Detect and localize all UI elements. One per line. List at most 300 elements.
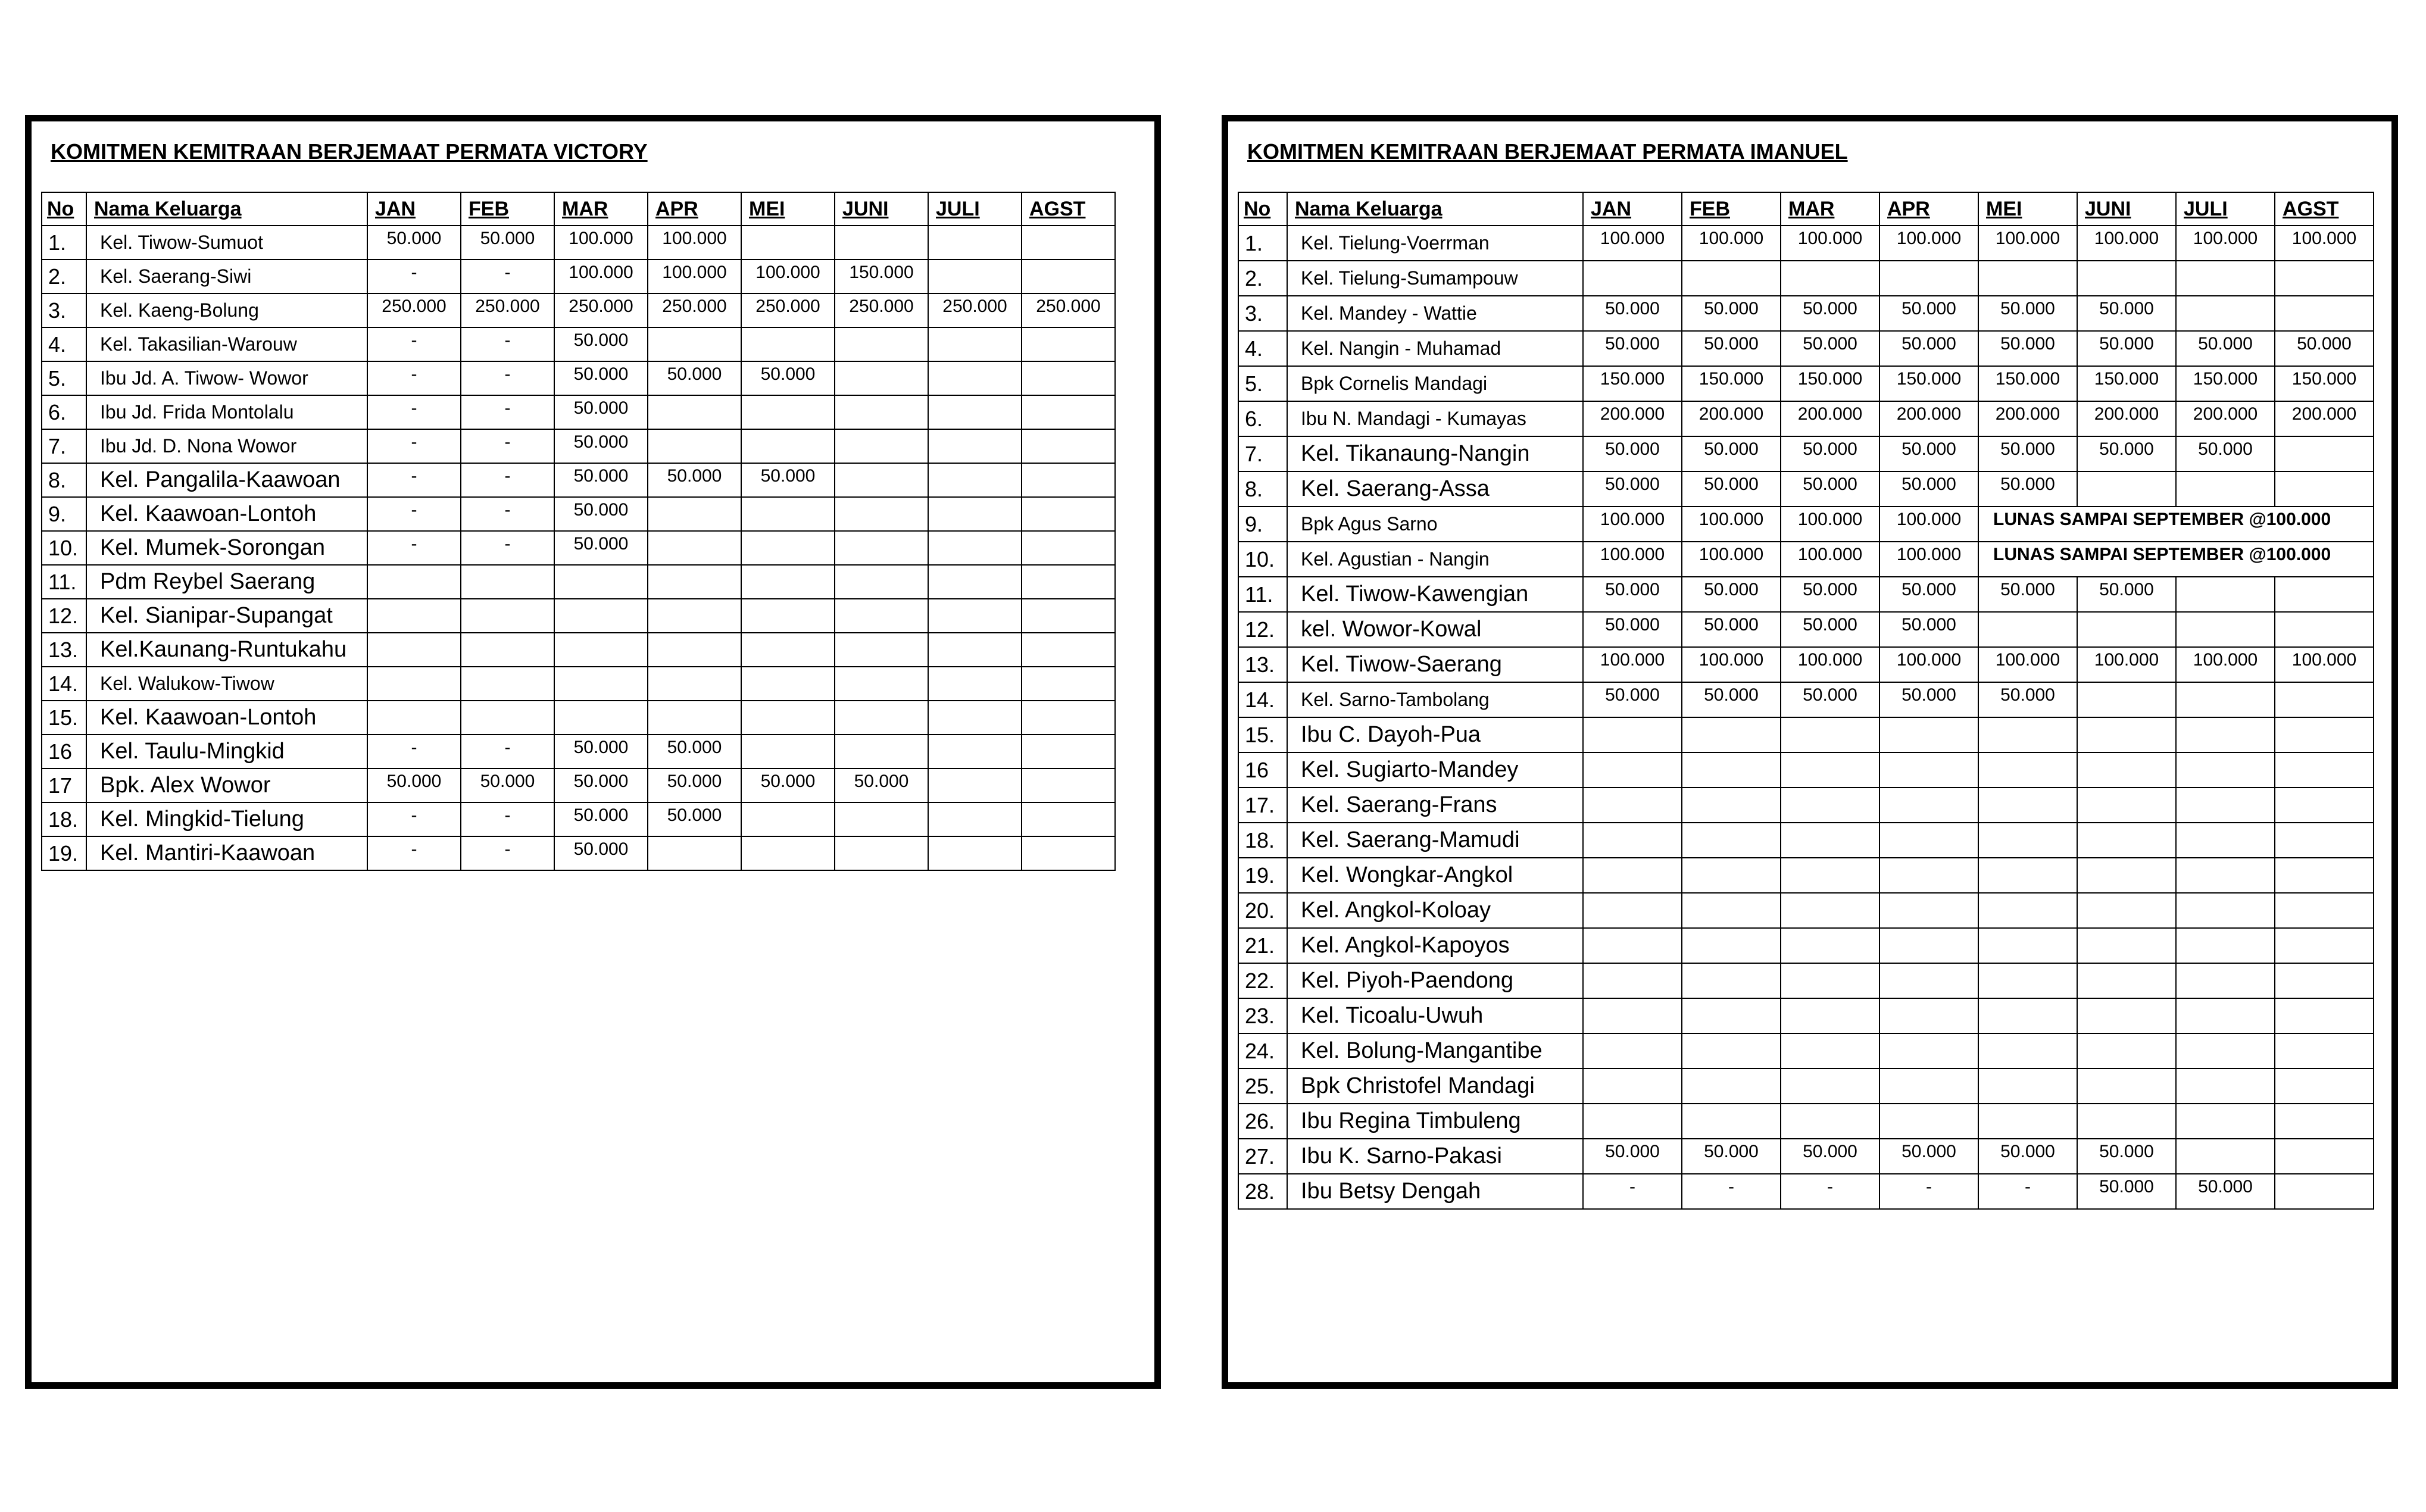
amount-cell-mar: 50.000	[1781, 296, 1879, 331]
row-number: 8.	[1238, 471, 1287, 507]
col-header-juni: JUNI	[835, 192, 928, 226]
amount-cell-agst: 100.000	[2275, 647, 2374, 682]
table-row	[42, 327, 1115, 361]
amount-cell-mar	[554, 701, 648, 735]
amount-cell-juni	[835, 361, 928, 395]
table-row	[42, 531, 1115, 565]
amount-cell-mar: 50.000	[554, 735, 648, 769]
row-number: 19.	[42, 836, 86, 870]
amount-cell-feb: -	[461, 361, 554, 395]
row-number: 28.	[1238, 1174, 1287, 1209]
amount-cell-apr: 150.000	[1879, 366, 1978, 401]
table-row	[1238, 682, 2374, 717]
family-name: Pdm Reybel Saerang	[86, 565, 367, 599]
amount-cell-apr	[1879, 1069, 1978, 1104]
family-name: Kel. Saerang-Frans	[1287, 788, 1583, 823]
row-number: 2.	[42, 260, 86, 293]
amount-cell-mar	[1781, 788, 1879, 823]
amount-cell-juni	[835, 633, 928, 667]
table-row	[1238, 893, 2374, 928]
amount-cell-agst	[1022, 463, 1115, 497]
amount-cell-mar: 250.000	[554, 293, 648, 327]
amount-cell-apr: 50.000	[648, 769, 741, 802]
amount-cell-apr: 50.000	[1879, 471, 1978, 507]
amount-cell-jan: 50.000	[1583, 436, 1682, 471]
amount-cell-mar: 150.000	[1781, 366, 1879, 401]
amount-cell-mei	[741, 565, 835, 599]
amount-cell-jan	[1583, 1033, 1682, 1069]
family-name: Bpk Cornelis Mandagi	[1287, 366, 1583, 401]
table-row	[42, 497, 1115, 531]
amount-cell-feb	[1682, 752, 1781, 788]
amount-cell-jan	[367, 565, 461, 599]
amount-cell-juni	[2077, 858, 2176, 893]
table-row	[42, 599, 1115, 633]
row-number: 14.	[42, 667, 86, 701]
amount-cell-mei: 50.000	[1978, 1139, 2077, 1174]
row-number: 13.	[42, 633, 86, 667]
family-name: Kel. Tikanaung-Nangin	[1287, 436, 1583, 471]
row-number: 4.	[42, 327, 86, 361]
amount-cell-jan: 100.000	[1583, 542, 1682, 577]
amount-cell-feb	[1682, 788, 1781, 823]
paid-note: LUNAS SAMPAI SEPTEMBER @100.000	[1978, 507, 2374, 542]
row-number: 7.	[1238, 436, 1287, 471]
amount-cell-mar	[1781, 858, 1879, 893]
amount-cell-apr: 50.000	[648, 463, 741, 497]
amount-cell-mei: 200.000	[1978, 401, 2077, 436]
amount-cell-juni	[2077, 1069, 2176, 1104]
family-name: Kel.Kaunang-Runtukahu	[86, 633, 367, 667]
family-name: Ibu Jd. D. Nona Wowor	[86, 429, 367, 463]
amount-cell-apr: 50.000	[1879, 296, 1978, 331]
amount-cell-apr	[648, 395, 741, 429]
amount-cell-agst	[1022, 226, 1115, 260]
amount-cell-apr: 100.000	[648, 226, 741, 260]
amount-cell-jan	[1583, 893, 1682, 928]
amount-cell-juli	[2176, 717, 2275, 752]
amount-cell-juli	[2176, 963, 2275, 998]
amount-cell-mei: 50.000	[741, 769, 835, 802]
family-name: Bpk. Alex Wowor	[86, 769, 367, 802]
amount-cell-juni	[835, 802, 928, 836]
amount-cell-agst	[2275, 752, 2374, 788]
amount-cell-agst	[2275, 436, 2374, 471]
amount-cell-agst	[2275, 998, 2374, 1033]
amount-cell-jan: 50.000	[1583, 296, 1682, 331]
family-name: Kel. Mingkid-Tielung	[86, 802, 367, 836]
amount-cell-mar: 50.000	[554, 463, 648, 497]
row-number: 1.	[42, 226, 86, 260]
amount-cell-mar	[1781, 928, 1879, 963]
amount-cell-juni	[835, 701, 928, 735]
family-name: Ibu N. Mandagi - Kumayas	[1287, 401, 1583, 436]
amount-cell-feb: -	[461, 429, 554, 463]
amount-cell-agst	[2275, 296, 2374, 331]
amount-cell-jan	[367, 667, 461, 701]
table-row	[42, 361, 1115, 395]
amount-cell-mar	[1781, 1033, 1879, 1069]
imanuel-panel	[1222, 115, 2398, 1389]
amount-cell-agst	[1022, 497, 1115, 531]
amount-cell-juli	[2176, 788, 2275, 823]
amount-cell-feb	[461, 701, 554, 735]
amount-cell-juli: 50.000	[2176, 436, 2275, 471]
amount-cell-feb	[461, 565, 554, 599]
amount-cell-jan: 50.000	[1583, 612, 1682, 647]
amount-cell-juli	[928, 633, 1022, 667]
amount-cell-apr: 50.000	[1879, 331, 1978, 366]
amount-cell-juli	[928, 463, 1022, 497]
amount-cell-juni: 50.000	[2077, 296, 2176, 331]
amount-cell-apr	[648, 497, 741, 531]
amount-cell-feb	[1682, 858, 1781, 893]
amount-cell-juni	[835, 531, 928, 565]
amount-cell-feb: -	[461, 395, 554, 429]
amount-cell-apr: 100.000	[1879, 542, 1978, 577]
amount-cell-feb: -	[461, 463, 554, 497]
amount-cell-mei	[741, 735, 835, 769]
amount-cell-agst	[2275, 1139, 2374, 1174]
amount-cell-juni: 150.000	[835, 260, 928, 293]
row-number: 21.	[1238, 928, 1287, 963]
imanuel-header-row	[1238, 192, 2374, 226]
table-row	[42, 565, 1115, 599]
table-row	[1238, 612, 2374, 647]
row-number: 2.	[1238, 261, 1287, 296]
amount-cell-juni	[2077, 471, 2176, 507]
amount-cell-juni	[2077, 612, 2176, 647]
amount-cell-apr	[1879, 261, 1978, 296]
amount-cell-mar	[554, 599, 648, 633]
amount-cell-mei	[1978, 1033, 2077, 1069]
amount-cell-juni	[2077, 998, 2176, 1033]
table-row	[1238, 1139, 2374, 1174]
amount-cell-apr: 50.000	[1879, 682, 1978, 717]
amount-cell-mar: 50.000	[554, 395, 648, 429]
amount-cell-apr	[1879, 893, 1978, 928]
amount-cell-jan: -	[1583, 1174, 1682, 1209]
amount-cell-mar	[554, 633, 648, 667]
row-number: 15.	[42, 701, 86, 735]
amount-cell-feb	[1682, 928, 1781, 963]
amount-cell-mei: 150.000	[1978, 366, 2077, 401]
amount-cell-juli: 200.000	[2176, 401, 2275, 436]
table-row	[1238, 1033, 2374, 1069]
table-row	[42, 701, 1115, 735]
row-number: 15.	[1238, 717, 1287, 752]
col-header-apr: APR	[648, 192, 741, 226]
table-row	[42, 395, 1115, 429]
amount-cell-mar: 50.000	[1781, 1139, 1879, 1174]
amount-cell-juni: 100.000	[2077, 647, 2176, 682]
amount-cell-juli	[2176, 1139, 2275, 1174]
amount-cell-mar	[1781, 998, 1879, 1033]
family-name: Ibu K. Sarno-Pakasi	[1287, 1139, 1583, 1174]
family-name: Kel. Kaeng-Bolung	[86, 293, 367, 327]
amount-cell-juli	[2176, 1033, 2275, 1069]
family-name: Kel. Tielung-Voerrman	[1287, 226, 1583, 261]
row-number: 6.	[42, 395, 86, 429]
amount-cell-juli: 100.000	[2176, 647, 2275, 682]
amount-cell-juni	[835, 226, 928, 260]
amount-cell-apr: 50.000	[1879, 1139, 1978, 1174]
amount-cell-juni	[835, 429, 928, 463]
amount-cell-mei	[1978, 893, 2077, 928]
amount-cell-jan: -	[367, 735, 461, 769]
amount-cell-apr	[648, 667, 741, 701]
amount-cell-mei	[1978, 1069, 2077, 1104]
amount-cell-juli	[928, 395, 1022, 429]
amount-cell-juli: 50.000	[2176, 1174, 2275, 1209]
amount-cell-agst	[2275, 823, 2374, 858]
amount-cell-mei: 50.000	[1978, 331, 2077, 366]
amount-cell-agst	[2275, 1104, 2374, 1139]
amount-cell-jan: 50.000	[367, 769, 461, 802]
amount-cell-juni	[2077, 963, 2176, 998]
amount-cell-agst: 250.000	[1022, 293, 1115, 327]
amount-cell-juni	[835, 395, 928, 429]
amount-cell-mar: 50.000	[554, 531, 648, 565]
amount-cell-jan: 200.000	[1583, 401, 1682, 436]
victory-table	[41, 192, 1116, 871]
amount-cell-agst	[2275, 1174, 2374, 1209]
amount-cell-mar: 50.000	[554, 769, 648, 802]
amount-cell-feb	[1682, 717, 1781, 752]
amount-cell-apr	[1879, 998, 1978, 1033]
amount-cell-jan	[1583, 998, 1682, 1033]
family-name: Kel. Taulu-Mingkid	[86, 735, 367, 769]
family-name: Kel. Saerang-Assa	[1287, 471, 1583, 507]
row-number: 16	[42, 735, 86, 769]
col-header-name: Nama Keluarga	[86, 192, 367, 226]
family-name: Bpk Christofel Mandagi	[1287, 1069, 1583, 1104]
family-name: Kel. Saerang-Siwi	[86, 260, 367, 293]
col-header-no: No	[1238, 192, 1287, 226]
amount-cell-jan: -	[367, 429, 461, 463]
amount-cell-jan	[1583, 963, 1682, 998]
amount-cell-juli	[2176, 998, 2275, 1033]
col-header-mar: MAR	[554, 192, 648, 226]
amount-cell-jan: -	[367, 395, 461, 429]
amount-cell-juli	[2176, 471, 2275, 507]
row-number: 1.	[1238, 226, 1287, 261]
table-row	[1238, 998, 2374, 1033]
table-row	[1238, 1069, 2374, 1104]
amount-cell-juni	[835, 667, 928, 701]
amount-cell-mei: 50.000	[1978, 436, 2077, 471]
amount-cell-apr: 100.000	[1879, 226, 1978, 261]
amount-cell-juli: 100.000	[2176, 226, 2275, 261]
amount-cell-feb: 50.000	[1682, 577, 1781, 612]
amount-cell-agst	[2275, 577, 2374, 612]
paid-note: LUNAS SAMPAI SEPTEMBER @100.000	[1978, 542, 2374, 577]
row-number: 5.	[42, 361, 86, 395]
amount-cell-apr: 50.000	[1879, 436, 1978, 471]
family-name: Kel. Takasilian-Warouw	[86, 327, 367, 361]
amount-cell-apr	[648, 429, 741, 463]
amount-cell-feb	[1682, 893, 1781, 928]
amount-cell-apr	[648, 836, 741, 870]
table-row	[42, 633, 1115, 667]
family-name: Kel. Sianipar-Supangat	[86, 599, 367, 633]
family-name: Kel. Piyoh-Paendong	[1287, 963, 1583, 998]
amount-cell-agst	[2275, 788, 2374, 823]
amount-cell-feb: -	[461, 836, 554, 870]
amount-cell-jan: 50.000	[1583, 577, 1682, 612]
amount-cell-apr	[648, 565, 741, 599]
family-name: Ibu Jd. Frida Montolalu	[86, 395, 367, 429]
amount-cell-feb: 50.000	[1682, 1139, 1781, 1174]
row-number: 5.	[1238, 366, 1287, 401]
amount-cell-mar	[1781, 261, 1879, 296]
col-header-mar: MAR	[1781, 192, 1879, 226]
table-row	[1238, 788, 2374, 823]
amount-cell-apr: 50.000	[648, 361, 741, 395]
amount-cell-mei: 100.000	[1978, 647, 2077, 682]
amount-cell-mei	[1978, 963, 2077, 998]
table-row	[1238, 752, 2374, 788]
amount-cell-mei	[741, 836, 835, 870]
col-header-jan: JAN	[1583, 192, 1682, 226]
amount-cell-juli	[2176, 1104, 2275, 1139]
row-number: 16	[1238, 752, 1287, 788]
amount-cell-mar	[1781, 823, 1879, 858]
family-name: Bpk Agus Sarno	[1287, 507, 1583, 542]
victory-header-row	[42, 192, 1115, 226]
table-row	[1238, 823, 2374, 858]
amount-cell-juni	[2077, 1104, 2176, 1139]
amount-cell-feb	[1682, 998, 1781, 1033]
row-number: 12.	[42, 599, 86, 633]
amount-cell-juli	[928, 701, 1022, 735]
table-row	[42, 735, 1115, 769]
family-name: Kel. Agustian - Nangin	[1287, 542, 1583, 577]
table-row	[1238, 331, 2374, 366]
table-row	[1238, 858, 2374, 893]
amount-cell-jan: 100.000	[1583, 226, 1682, 261]
amount-cell-juni: 200.000	[2077, 401, 2176, 436]
amount-cell-juli	[928, 429, 1022, 463]
amount-cell-feb	[461, 633, 554, 667]
amount-cell-mei	[741, 599, 835, 633]
amount-cell-feb	[461, 599, 554, 633]
amount-cell-juni: 50.000	[2077, 577, 2176, 612]
amount-cell-apr: -	[1879, 1174, 1978, 1209]
table-row	[42, 260, 1115, 293]
table-row	[42, 667, 1115, 701]
amount-cell-feb: 100.000	[1682, 226, 1781, 261]
amount-cell-apr: 50.000	[1879, 612, 1978, 647]
amount-cell-juli	[928, 361, 1022, 395]
amount-cell-feb	[1682, 1033, 1781, 1069]
amount-cell-juni: 50.000	[2077, 436, 2176, 471]
amount-cell-agst	[1022, 395, 1115, 429]
amount-cell-feb: -	[461, 260, 554, 293]
amount-cell-agst	[1022, 327, 1115, 361]
row-number: 17.	[1238, 788, 1287, 823]
amount-cell-apr	[648, 531, 741, 565]
row-number: 12.	[1238, 612, 1287, 647]
amount-cell-mar: 50.000	[554, 429, 648, 463]
amount-cell-agst	[2275, 261, 2374, 296]
amount-cell-feb	[1682, 1069, 1781, 1104]
table-row	[1238, 963, 2374, 998]
amount-cell-jan	[1583, 1104, 1682, 1139]
amount-cell-feb: 50.000	[461, 769, 554, 802]
amount-cell-apr	[1879, 1104, 1978, 1139]
amount-cell-juli	[2176, 682, 2275, 717]
amount-cell-mar: 100.000	[1781, 542, 1879, 577]
amount-cell-juli	[928, 599, 1022, 633]
amount-cell-agst: 100.000	[2275, 226, 2374, 261]
amount-cell-apr	[1879, 717, 1978, 752]
amount-cell-mar: 50.000	[554, 802, 648, 836]
amount-cell-agst	[2275, 858, 2374, 893]
amount-cell-jan: -	[367, 836, 461, 870]
amount-cell-mar	[1781, 963, 1879, 998]
family-name: Kel. Angkol-Koloay	[1287, 893, 1583, 928]
col-header-agst: AGST	[1022, 192, 1115, 226]
amount-cell-agst	[1022, 565, 1115, 599]
amount-cell-jan	[1583, 858, 1682, 893]
amount-cell-jan: -	[367, 361, 461, 395]
row-number: 6.	[1238, 401, 1287, 436]
row-number: 25.	[1238, 1069, 1287, 1104]
family-name: Ibu Regina Timbuleng	[1287, 1104, 1583, 1139]
amount-cell-mar: 100.000	[554, 260, 648, 293]
amount-cell-agst	[2275, 963, 2374, 998]
row-number: 18.	[1238, 823, 1287, 858]
amount-cell-mar: 50.000	[554, 361, 648, 395]
family-name: Kel. Mantiri-Kaawoan	[86, 836, 367, 870]
amount-cell-mei	[1978, 261, 2077, 296]
family-name: Kel. Sarno-Tambolang	[1287, 682, 1583, 717]
row-number: 11.	[42, 565, 86, 599]
amount-cell-feb	[461, 667, 554, 701]
table-row	[1238, 261, 2374, 296]
row-number: 26.	[1238, 1104, 1287, 1139]
amount-cell-feb: -	[461, 327, 554, 361]
amount-cell-feb: 50.000	[1682, 471, 1781, 507]
amount-cell-mei: 50.000	[1978, 577, 2077, 612]
amount-cell-jan: -	[367, 802, 461, 836]
row-number: 27.	[1238, 1139, 1287, 1174]
col-header-mei: MEI	[741, 192, 835, 226]
table-row	[1238, 928, 2374, 963]
victory-title: KOMITMEN KEMITRAAN BERJEMAAT PERMATA VICTORY	[51, 139, 648, 164]
amount-cell-juli	[2176, 858, 2275, 893]
amount-cell-agst: 150.000	[2275, 366, 2374, 401]
amount-cell-mei: 50.000	[1978, 296, 2077, 331]
amount-cell-mei	[741, 429, 835, 463]
amount-cell-mar: 50.000	[554, 836, 648, 870]
amount-cell-juli: 250.000	[928, 293, 1022, 327]
amount-cell-apr	[648, 633, 741, 667]
amount-cell-juli	[928, 260, 1022, 293]
amount-cell-jan	[1583, 788, 1682, 823]
amount-cell-juni	[835, 735, 928, 769]
table-row	[42, 802, 1115, 836]
amount-cell-apr	[1879, 823, 1978, 858]
amount-cell-juni: 50.000	[835, 769, 928, 802]
amount-cell-feb: -	[461, 735, 554, 769]
col-header-mei: MEI	[1978, 192, 2077, 226]
row-number: 11.	[1238, 577, 1287, 612]
row-number: 23.	[1238, 998, 1287, 1033]
amount-cell-mei: 100.000	[1978, 226, 2077, 261]
amount-cell-juli	[928, 667, 1022, 701]
